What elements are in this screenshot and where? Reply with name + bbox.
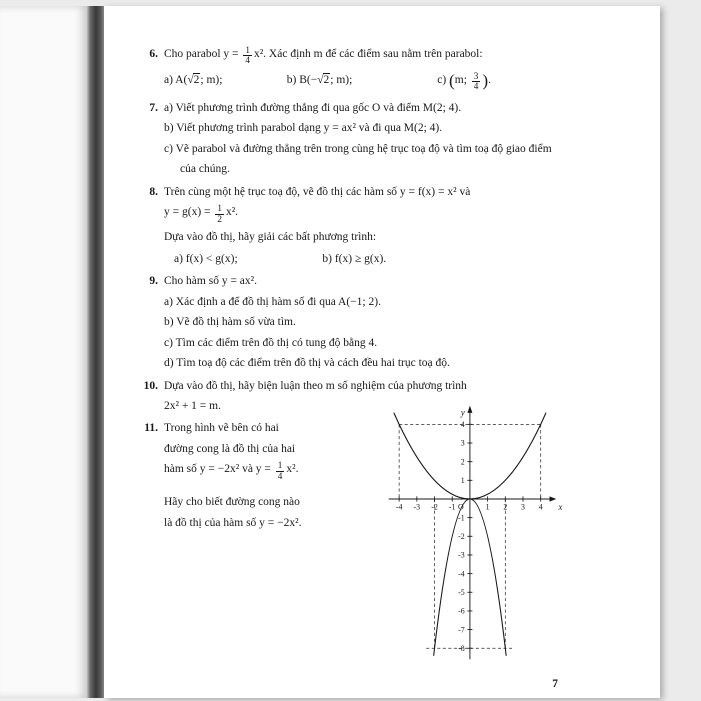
problem-8-intro-1: Trên cùng một hệ trục toạ độ, vẽ đồ thị các hàm số y = f(x) = x² và <box>164 185 471 198</box>
sqrt-value: 2 <box>323 73 330 86</box>
y-tick-label: -3 <box>458 550 465 560</box>
problem-6-option-c <box>437 70 560 92</box>
y-tick-label: 4 <box>460 419 465 430</box>
y-tick-label: -1 <box>458 513 465 523</box>
fraction <box>215 204 224 224</box>
problem-8-instruction: Dựa vào đồ thị, hãy giải các bất phương trình: <box>164 231 377 244</box>
text-segment: Cho parabol y = <box>164 48 242 60</box>
text-segment: x². Xác định m để các điểm sau nằm trên parabol: <box>253 48 483 60</box>
problem-7-number: 7. <box>149 101 158 114</box>
figure-parabolas <box>370 398 574 668</box>
problem-7 <box>136 98 560 180</box>
y-tick-label: -7 <box>458 625 465 635</box>
x-tick-label: 2 <box>503 502 508 512</box>
problem-7-item-c: c) Vẽ parabol và đường thẳng trên trong cùng hệ trục toạ độ và tìm toạ độ giao điểm của chúng. <box>164 142 552 176</box>
text-segment: m; <box>454 73 470 86</box>
problem-9-item-d: d) Tìm toạ độ các điểm trên đồ thị và cách đều hai trục toạ độ. <box>164 357 450 370</box>
fraction <box>243 46 252 66</box>
text-segment: a) A( <box>164 73 188 86</box>
problem-9-item-a: a) Xác định a để đồ thị hàm số đi qua A(−1; 2). <box>164 295 381 308</box>
y-tick-label: -2 <box>458 531 465 542</box>
graph-svg <box>370 398 574 668</box>
problem-8-option-b: b) f(x) ≥ g(x). <box>322 252 387 265</box>
problem-11-line-4: Hãy cho biết đường cong nào <box>164 496 300 509</box>
x-tick-label: 4 <box>538 502 543 512</box>
text-segment: y = g(x) = <box>164 206 214 219</box>
problem-11-line-3 <box>164 459 386 481</box>
problem-11-body <box>164 418 386 533</box>
text-segment: ; m); <box>200 73 223 86</box>
tick-labels <box>396 407 563 653</box>
problem-8-intro-2 <box>164 202 560 224</box>
axes <box>389 410 551 659</box>
text-segment: ; m); <box>330 73 353 86</box>
y-tick-label: 1 <box>460 475 465 486</box>
origin-label: O <box>457 502 464 512</box>
problem-9-body <box>164 271 560 373</box>
x-tick-label: 1 <box>485 502 490 512</box>
problem-8-options <box>164 249 560 269</box>
problem-9-intro: Cho hàm số y = ax². <box>164 275 257 288</box>
problem-10-line-2: 2x² + 1 = m. <box>164 400 221 412</box>
fraction-denominator: 4 <box>473 81 479 92</box>
y-tick-label: -8 <box>458 643 465 654</box>
problem-8 <box>136 182 560 269</box>
x-tick-label: 3 <box>521 502 525 512</box>
x-tick-label: -3 <box>413 502 421 512</box>
problem-6-body <box>164 44 560 96</box>
problem-10-number: 10. <box>143 379 158 392</box>
y-axis-label: y <box>460 407 465 418</box>
y-tick-label: -5 <box>458 587 465 598</box>
y-tick-label: -6 <box>458 606 465 616</box>
problem-11-line-1: Trong hình vẽ bên có hai <box>164 422 279 435</box>
fraction-denominator: 4 <box>277 470 283 481</box>
problem-9-item-c: c) Tìm các điểm trên đồ thị có tung độ bằng 4. <box>164 336 378 349</box>
x-tick-label: -4 <box>395 502 403 512</box>
textbook-page <box>104 6 660 698</box>
problem-8-number: 8. <box>149 185 158 198</box>
problem-9-number: 9. <box>149 275 158 288</box>
problem-7-item-b: b) Viết phương trình parabol dạng y = ax² và đi qua M(2; 4). <box>164 122 443 135</box>
sqrt-icon: √ <box>187 73 193 86</box>
problem-11-line-5: là đồ thị của hàm số y = −2x². <box>164 516 302 529</box>
fraction-denominator: 4 <box>245 55 250 66</box>
problem-6-option-b <box>287 70 437 92</box>
fraction-numerator: 3 <box>473 70 479 81</box>
problem-9 <box>136 271 560 373</box>
problem-11-line-2: đường cong là đồ thị của hai <box>164 442 296 455</box>
x-axis-label: x <box>558 501 563 513</box>
y-tick-label: -4 <box>458 569 465 579</box>
fraction-numerator: 1 <box>245 44 250 55</box>
problem-11-number: 11. <box>144 422 158 435</box>
sqrt-icon: √ <box>317 73 323 86</box>
problem-6-option-a <box>164 70 287 92</box>
book-spine-shadow <box>86 6 105 698</box>
text-segment: x². <box>225 206 239 219</box>
problem-6-intro <box>164 44 560 66</box>
x-tick-label: -2 <box>431 502 438 512</box>
y-tick-label: 2 <box>460 457 465 467</box>
x-tick-label: -1 <box>448 502 456 512</box>
problem-10-line-1: Dựa vào đồ thị, hãy biện luận theo m số nghiệm của phương trình <box>164 379 467 392</box>
fraction-numerator: 1 <box>217 202 222 213</box>
fraction <box>276 461 285 481</box>
adjacent-page-edge <box>0 6 88 698</box>
problem-9-item-b: b) Vẽ đồ thị hàm số vừa tìm. <box>164 316 296 329</box>
problem-6-number: 6. <box>149 48 158 60</box>
problem-6-options <box>164 70 560 92</box>
text-segment: x². <box>286 463 299 476</box>
text-segment: . <box>488 73 492 86</box>
problem-8-option-a: a) f(x) < g(x); <box>174 252 238 265</box>
text-segment: b) B(− <box>286 73 318 86</box>
fraction-numerator: 1 <box>277 460 283 471</box>
y-tick-label: 3 <box>460 438 465 448</box>
fraction-denominator: 2 <box>217 213 222 224</box>
close-paren: ) <box>482 70 489 90</box>
problem-7-item-a: a) Viết phương trình đường thẳng đi qua gốc O và điểm M(2; 4). <box>164 101 462 114</box>
problem-7-body <box>164 98 560 180</box>
open-paren: ( <box>449 70 455 90</box>
text-segment: c) <box>437 73 450 86</box>
fraction <box>472 72 481 92</box>
problem-6 <box>136 44 560 96</box>
problem-8-body <box>164 182 560 269</box>
page-number: 7 <box>552 678 558 690</box>
sqrt-value: 2 <box>193 73 200 86</box>
text-segment: hàm số y = −2x² và y = <box>164 463 274 476</box>
